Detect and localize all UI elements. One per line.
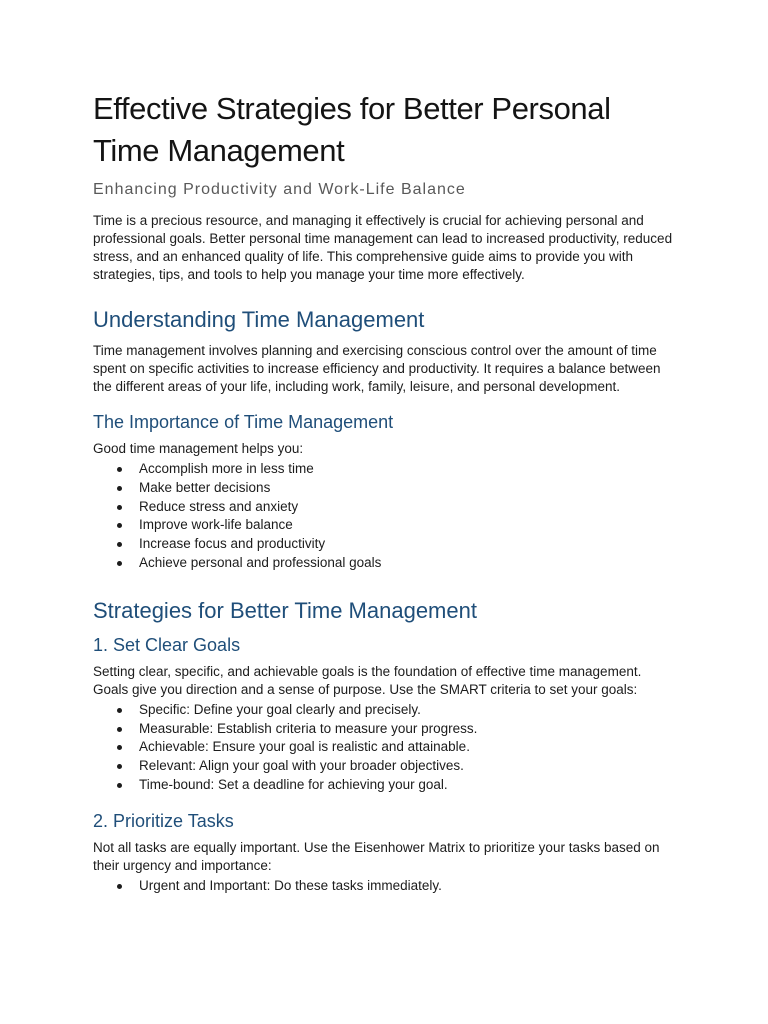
intro-paragraph: Time is a precious resource, and managing it effectively is crucial for achieving personal and professional goals. Better personal time management can lead to increased productivity, reduced stress, and an enhanced quality of life. This comprehensive guide aims to provide you with strategies, tips, and tools to help you manage your time more effectively. [93, 213, 673, 282]
heading-strategies: Strategies for Better Time Management [93, 597, 477, 623]
list-item: Achieve personal and professional goals [117, 554, 675, 573]
list-item: Make better decisions [117, 479, 675, 498]
list-item: Improve work-life balance [117, 516, 675, 535]
understanding-paragraph: Time management involves planning and exercising conscious control over the amount of time spent on specific activities to increase efficiency and productivity. It requires a balance between the different areas of your life, including work, family, leisure, and personal development. [93, 343, 661, 394]
list-item: Urgent and Important: Do these tasks immediately. [117, 877, 675, 896]
heading-understanding: Understanding Time Management [93, 307, 425, 332]
heading-set-goals: 1. Set Clear Goals [93, 634, 241, 655]
document-title: Effective Strategies for Better Personal Time Management [93, 91, 611, 168]
goals-paragraph: Setting clear, specific, and achievable goals is the foundation of effective time management. Goals give you direction and a sense of purpose. Use the SMART criteria to set your goals: [93, 663, 642, 697]
list-item: Reduce stress and anxiety [117, 498, 675, 517]
list-item: Achievable: Ensure your goal is realistic and attainable. [117, 738, 675, 757]
list-item: Increase focus and productivity [117, 535, 675, 554]
heading-prioritize: 2. Prioritize Tasks [93, 810, 234, 831]
prioritize-paragraph: Not all tasks are equally important. Use the Eisenhower Matrix to prioritize your tasks based on their urgency and importance: [93, 839, 660, 873]
list-item: Measurable: Establish criteria to measure your progress. [117, 720, 675, 739]
eisenhower-list [93, 877, 675, 896]
heading-importance: The Importance of Time Management [93, 412, 394, 432]
list-item: Time-bound: Set a deadline for achieving your goal. [117, 776, 675, 795]
importance-list [93, 460, 675, 573]
document-subtitle: Enhancing Productivity and Work-Life Balance [93, 181, 466, 198]
list-item: Accomplish more in less time [117, 460, 675, 479]
list-item: Specific: Define your goal clearly and precisely. [117, 701, 675, 720]
importance-lead: Good time management helps you: [93, 441, 304, 456]
list-item: Relevant: Align your goal with your broader objectives. [117, 757, 675, 776]
smart-list [93, 701, 675, 795]
